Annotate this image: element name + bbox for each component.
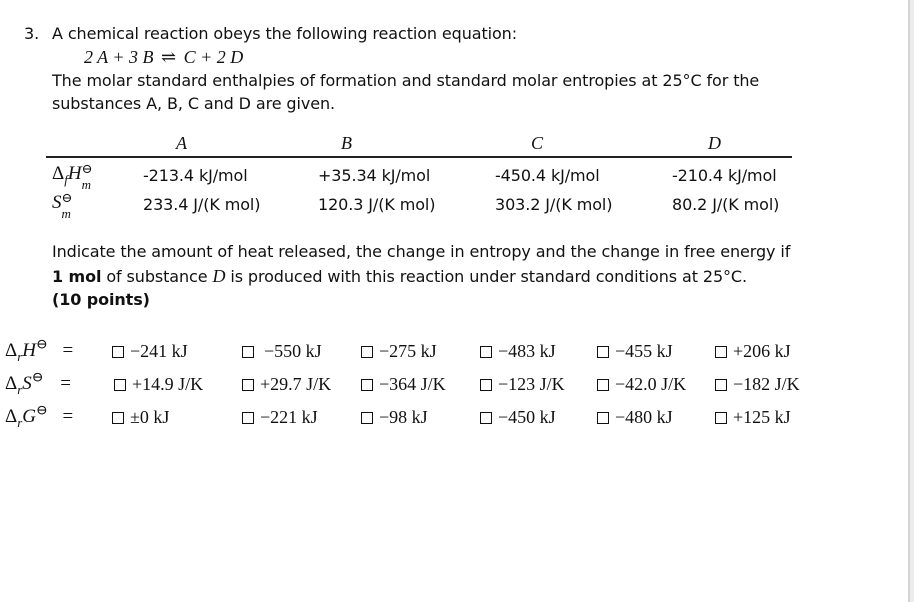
given-line-1: The molar standard enthalpies of formation and standard molar entropies at 25°C for the — [52, 71, 760, 90]
option-entropy-4[interactable]: −123 J/K — [480, 374, 565, 395]
checkbox-icon[interactable] — [715, 379, 727, 391]
checkbox-icon[interactable] — [715, 412, 727, 424]
question-intro: A chemical reaction obeys the following reaction equation: — [52, 24, 518, 43]
option-entropy-1[interactable]: +14.9 J/K — [114, 374, 203, 395]
option-enthalpy-4[interactable]: −483 kJ — [480, 341, 556, 362]
option-enthalpy-5[interactable]: −455 kJ — [597, 341, 673, 362]
answer-label-free-energy: $\Delta_rG^⊖$ = — [5, 403, 74, 430]
option-free-energy-4[interactable]: −450 kJ — [480, 407, 556, 428]
checkbox-icon[interactable] — [597, 379, 609, 391]
page-edge — [908, 0, 914, 602]
checkbox-icon[interactable] — [480, 412, 492, 424]
cell-entropy-c: 303.2 J/(K mol) — [495, 195, 613, 214]
checkbox-icon[interactable] — [715, 346, 727, 358]
option-free-energy-1[interactable]: ±0 kJ — [112, 407, 169, 428]
checkbox-icon[interactable] — [597, 346, 609, 358]
cell-enthalpy-a: -213.4 kJ/mol — [143, 166, 248, 185]
option-entropy-5[interactable]: −42.0 J/K — [597, 374, 686, 395]
checkbox-icon[interactable] — [361, 346, 373, 358]
answer-label-entropy: $\Delta_rS^⊖$ = — [5, 370, 71, 397]
option-free-energy-5[interactable]: −480 kJ — [597, 407, 673, 428]
given-line-2: substances A, B, C and D are given. — [52, 94, 335, 113]
option-enthalpy-2[interactable]: −550 kJ — [242, 341, 322, 362]
option-enthalpy-1[interactable]: −241 kJ — [112, 341, 188, 362]
option-enthalpy-3[interactable]: −275 kJ — [361, 341, 437, 362]
checkbox-icon[interactable] — [597, 412, 609, 424]
option-enthalpy-6[interactable]: +206 kJ — [715, 341, 791, 362]
checkbox-icon[interactable] — [361, 412, 373, 424]
task-line-2: 1 mol of substance D is produced with this reaction under standard conditions at 25°C. — [52, 266, 747, 286]
checkbox-icon[interactable] — [480, 379, 492, 391]
checkbox-icon[interactable] — [242, 379, 254, 391]
checkbox-icon[interactable] — [242, 412, 254, 424]
option-entropy-6[interactable]: −182 J/K — [715, 374, 800, 395]
row-label-enthalpy: $\Delta_fH$ ⊖ m — [52, 161, 93, 192]
table-rule — [46, 156, 792, 158]
checkbox-icon[interactable] — [112, 346, 124, 358]
checkbox-icon[interactable] — [242, 346, 254, 358]
table-header-c: C — [531, 133, 544, 153]
equation-rhs: C + 2 D — [183, 47, 244, 67]
table-header-d: D — [708, 133, 721, 153]
question-number: 3. — [24, 24, 40, 43]
table-header-a: A — [176, 133, 187, 153]
answer-label-enthalpy: $\Delta_rH^⊖$ = — [5, 337, 74, 364]
reaction-equation — [84, 47, 243, 68]
checkbox-icon[interactable] — [112, 412, 124, 424]
cell-entropy-b: 120.3 J/(K mol) — [318, 195, 436, 214]
equilibrium-arrow-icon: ⇌ — [161, 47, 177, 67]
cell-enthalpy-c: -450.4 kJ/mol — [495, 166, 600, 185]
option-free-energy-6[interactable]: +125 kJ — [715, 407, 791, 428]
cell-enthalpy-d: -210.4 kJ/mol — [672, 166, 777, 185]
row-label-entropy: S ⊖ m — [52, 190, 73, 221]
checkbox-icon[interactable] — [480, 346, 492, 358]
checkbox-icon[interactable] — [114, 379, 126, 391]
cell-entropy-d: 80.2 J/(K mol) — [672, 195, 780, 214]
task-line-1: Indicate the amount of heat released, the change in entropy and the change in free energy if — [52, 242, 791, 261]
cell-entropy-a: 233.4 J/(K mol) — [143, 195, 261, 214]
checkbox-icon[interactable] — [361, 379, 373, 391]
option-entropy-3[interactable]: −364 J/K — [361, 374, 446, 395]
cell-enthalpy-b: +35.34 kJ/mol — [318, 166, 431, 185]
points-label: (10 points) — [52, 290, 150, 309]
table-header-b: B — [341, 133, 352, 153]
option-free-energy-2[interactable]: −221 kJ — [242, 407, 318, 428]
equation-lhs: 2 A + 3 B — [84, 47, 154, 67]
option-free-energy-3[interactable]: −98 kJ — [361, 407, 428, 428]
option-entropy-2[interactable]: +29.7 J/K — [242, 374, 331, 395]
